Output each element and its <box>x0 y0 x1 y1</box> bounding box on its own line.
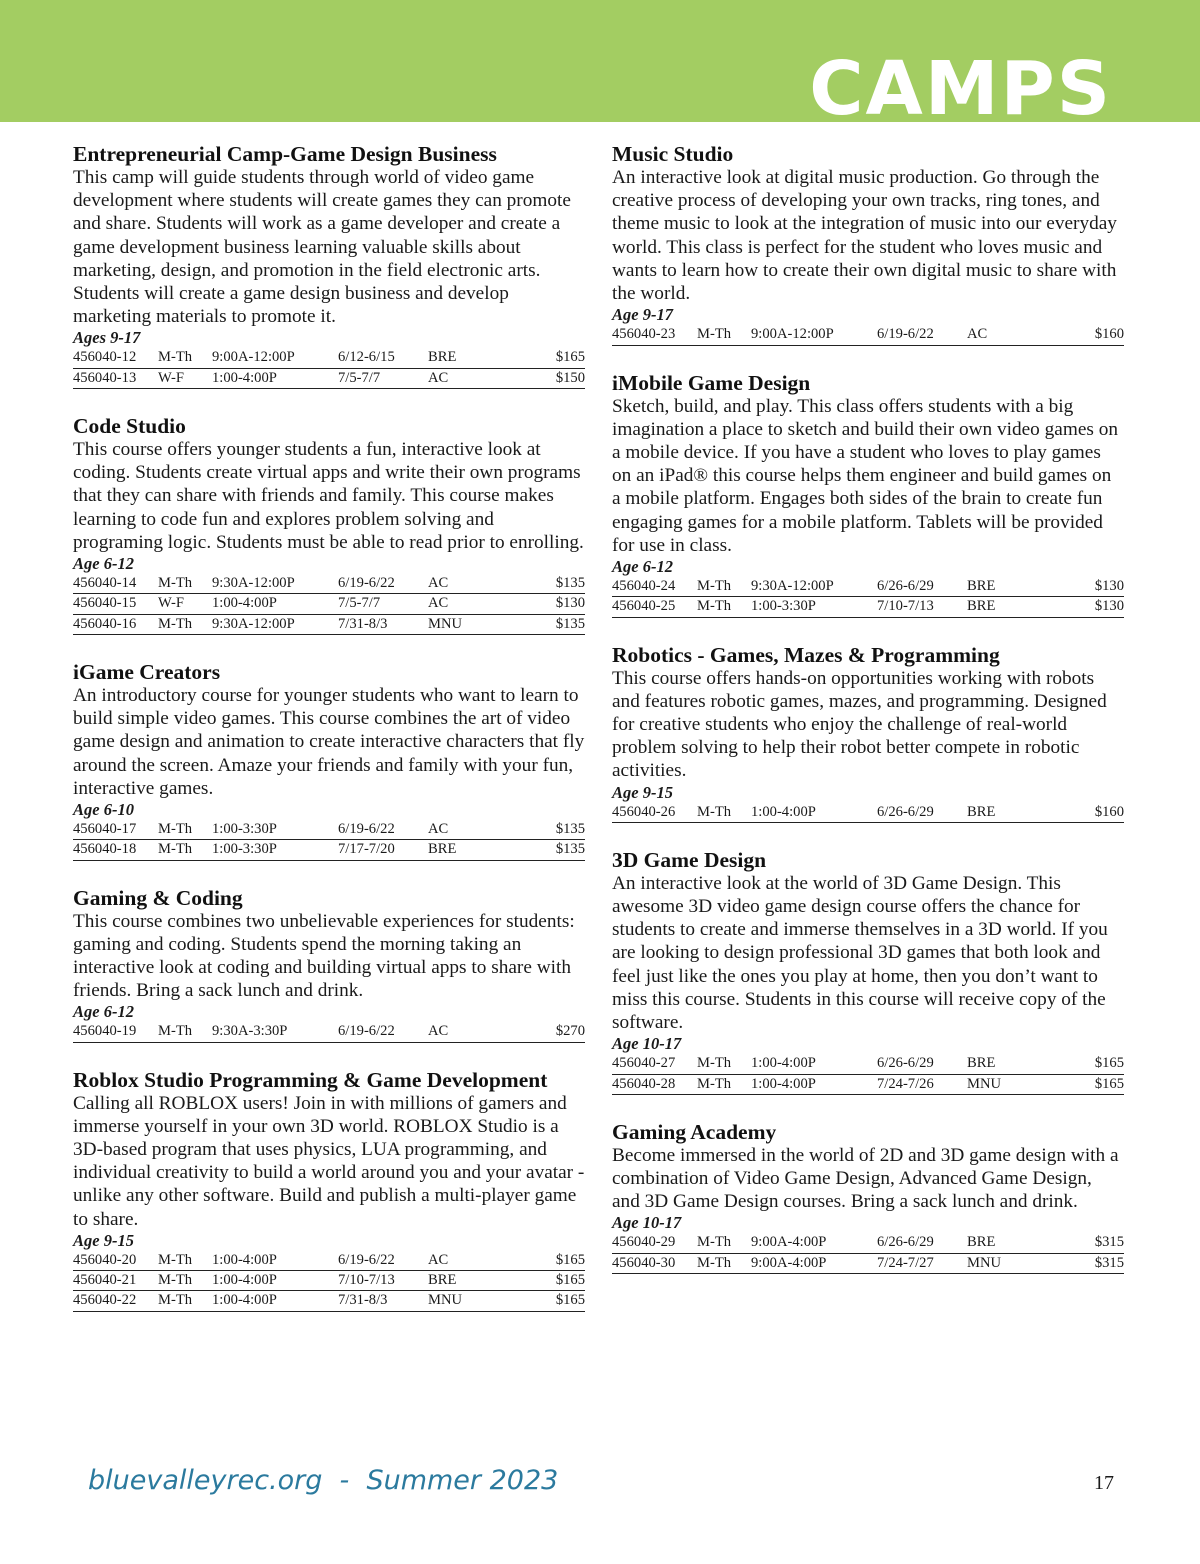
session-time: 1:00-4:00P <box>212 595 277 612</box>
session-price: $315 <box>1094 1254 1124 1271</box>
session-location: AC <box>428 1251 449 1268</box>
session-code: 456040-17 <box>73 820 137 837</box>
session-days: M-Th <box>158 1023 193 1040</box>
age-range: Age 9-15 <box>73 1230 134 1250</box>
course-block <box>612 848 1124 1095</box>
session-row <box>612 1075 1124 1095</box>
session-days: M-Th <box>158 615 193 632</box>
session-days: M-Th <box>697 598 732 615</box>
session-dates: 6/19-6/22 <box>338 1023 395 1040</box>
course-block <box>73 414 585 635</box>
session-days: M-Th <box>158 820 193 837</box>
session-time: 1:00-3:30P <box>212 820 277 837</box>
session-dates: 6/19-6/22 <box>877 326 934 343</box>
age-range: Age 6-12 <box>73 1002 134 1022</box>
course-block <box>612 643 1124 823</box>
session-code: 456040-12 <box>73 349 137 366</box>
session-row <box>612 1233 1124 1253</box>
session-price: $135 <box>555 841 585 858</box>
session-dates: 7/31-8/3 <box>338 1292 388 1309</box>
session-row <box>612 803 1124 823</box>
session-location: AC <box>428 820 449 837</box>
session-price: $130 <box>1094 598 1124 615</box>
session-location: BRE <box>428 841 457 858</box>
session-row <box>73 594 585 614</box>
right-column <box>612 142 1124 1299</box>
age-range: Age 9-17 <box>612 305 673 325</box>
session-code: 456040-21 <box>73 1272 137 1289</box>
session-time: 1:00-4:00P <box>751 1055 816 1072</box>
course-block <box>73 660 585 861</box>
session-time: 9:30A-12:00P <box>212 615 295 632</box>
session-code: 456040-19 <box>73 1023 137 1040</box>
course-description: An introductory course for younger students who want to learn to build simple video games. This course combines the art of video game design and animation to create interactive characters that fly around the screen. Amaze your friends and family with your fun, interactive games. <box>73 684 585 799</box>
session-location: AC <box>428 1023 449 1040</box>
session-price: $135 <box>555 820 585 837</box>
session-time: 1:00-3:30P <box>751 598 816 615</box>
session-price: $130 <box>1094 577 1124 594</box>
session-time: 1:00-4:00P <box>212 1251 277 1268</box>
session-dates: 7/5-7/7 <box>338 369 381 386</box>
session-location: BRE <box>967 598 996 615</box>
course-description: This course combines two unbelievable experiences for students: gaming and coding. Students spend the morning taking an interactive look at coding and building virtual apps to share with friends. Bring a sack lunch and drink. <box>73 910 575 1002</box>
session-location: BRE <box>967 1234 996 1251</box>
session-code: 456040-22 <box>73 1292 137 1309</box>
session-time: 1:00-4:00P <box>212 1272 277 1289</box>
session-time: 1:00-3:30P <box>212 841 277 858</box>
session-days: M-Th <box>158 1272 193 1289</box>
session-row <box>612 325 1124 345</box>
session-dates: 6/26-6/29 <box>877 1234 934 1251</box>
session-location: BRE <box>967 803 996 820</box>
session-code: 456040-30 <box>612 1254 676 1271</box>
session-location: AC <box>428 575 449 592</box>
session-row <box>73 1271 585 1291</box>
course-title: 3D Game Design <box>612 847 767 872</box>
session-days: M-Th <box>697 803 732 820</box>
session-price: $160 <box>1094 803 1124 820</box>
course-title: Code Studio <box>73 414 186 439</box>
session-price: $150 <box>555 369 585 386</box>
session-row <box>73 1291 585 1311</box>
course-description: This course offers younger students a fun, interactive look at coding. Students create virtual apps and write their own programs that they can share with friends and family. This course makes learning to code fun and explores problem solving and programing logic. Students must be able to read prior to enrolling. <box>73 439 584 553</box>
session-time: 9:30A-12:00P <box>751 577 834 594</box>
session-dates: 6/19-6/22 <box>338 1251 395 1268</box>
session-days: M-Th <box>697 326 732 343</box>
session-location: MNU <box>967 1075 1002 1092</box>
course-title: Gaming Academy <box>612 1119 777 1144</box>
session-dates: 6/12-6/15 <box>338 349 395 366</box>
course-title: iGame Creators <box>73 659 221 684</box>
session-row <box>73 820 585 840</box>
session-row <box>73 574 585 594</box>
session-code: 456040-20 <box>73 1251 137 1268</box>
session-row <box>612 1054 1124 1074</box>
session-code: 456040-29 <box>612 1234 676 1251</box>
course-title: Gaming & Coding <box>73 885 243 910</box>
session-code: 456040-14 <box>73 575 137 592</box>
session-row <box>612 577 1124 597</box>
age-range: Age 6-10 <box>73 799 134 819</box>
session-row <box>73 1022 585 1042</box>
header-banner <box>0 0 1200 132</box>
session-row <box>73 1251 585 1271</box>
session-row <box>73 369 585 389</box>
session-row <box>612 1254 1124 1274</box>
session-time: 9:30A-12:00P <box>212 575 295 592</box>
session-days: M-Th <box>158 841 193 858</box>
session-code: 456040-18 <box>73 841 137 858</box>
session-code: 456040-13 <box>73 369 137 386</box>
session-time: 9:00A-4:00P <box>751 1254 827 1271</box>
course-block <box>612 1120 1124 1274</box>
session-days: M-Th <box>158 349 193 366</box>
session-price: $315 <box>1094 1234 1124 1251</box>
course-description: Become immersed in the world of 2D and 3D game design with a combination of Video Game Design, Advanced Game Design, and 3D Game Design courses. Bring a sack lunch and drink. <box>612 1144 1119 1213</box>
course-block <box>73 886 585 1043</box>
course-title: iMobile Game Design <box>612 370 811 395</box>
session-location: AC <box>428 369 449 386</box>
session-price: $165 <box>1094 1075 1124 1092</box>
session-location: AC <box>428 595 449 612</box>
session-location: MNU <box>428 615 463 632</box>
course-description: Sketch, build, and play. This class offers students with a big imagination a place to sketch and build their own video games on a mobile device. If you have a student who loves to play games on an iPad® this course helps them engineer and build games on a mobile platform. Engages both sides of the brain to create fun engaging games for a mobile platform. Tablets will be provided for use in class. <box>612 395 1119 556</box>
session-dates: 7/10-7/13 <box>338 1272 395 1289</box>
age-range: Age 9-15 <box>612 782 673 802</box>
session-time: 9:30A-3:30P <box>212 1023 288 1040</box>
session-days: M-Th <box>158 575 193 592</box>
session-price: $165 <box>555 1292 585 1309</box>
session-dates: 7/5-7/7 <box>338 595 381 612</box>
session-time: 9:00A-4:00P <box>751 1234 827 1251</box>
session-days: M-Th <box>158 1292 193 1309</box>
session-dates: 6/26-6/29 <box>877 803 934 820</box>
session-code: 456040-28 <box>612 1075 676 1092</box>
age-range: Ages 9-17 <box>73 328 141 348</box>
session-code: 456040-26 <box>612 803 676 820</box>
session-location: BRE <box>428 349 457 366</box>
age-range: Age 6-12 <box>73 554 134 574</box>
course-description: Calling all ROBLOX users! Join in with millions of gamers and immerse yourself in your own 3D world. ROBLOX Studio is a 3D-based program that uses physics, LUA programming, and individual creativity to build a world around you and your avatar - unlike any other software. Build and publish a multi-player game to share. <box>73 1092 585 1230</box>
age-range: Age 10-17 <box>612 1213 682 1233</box>
session-days: W-F <box>158 369 184 386</box>
course-title: Entrepreneurial Camp-Game Design Business <box>73 142 497 166</box>
session-price: $135 <box>555 615 585 632</box>
session-price: $160 <box>1094 326 1124 343</box>
session-days: W-F <box>158 595 184 612</box>
course-title: Roblox Studio Programming & Game Development <box>73 1067 548 1092</box>
session-time: 1:00-4:00P <box>751 803 816 820</box>
session-days: M-Th <box>697 577 732 594</box>
session-price: $130 <box>555 595 585 612</box>
session-row <box>73 840 585 860</box>
session-code: 456040-24 <box>612 577 676 594</box>
course-block <box>73 142 585 389</box>
age-range: Age 10-17 <box>612 1034 682 1054</box>
age-range: Age 6-12 <box>612 556 673 576</box>
session-row <box>612 597 1124 617</box>
page-number: 17 <box>1094 1472 1114 1494</box>
session-dates: 7/24-7/26 <box>877 1075 934 1092</box>
course-description: An interactive look at digital music production. Go through the creative process of developing your own tracks, ring tones, and theme music to look at the integration of music into our everyday world. This class is perfect for the student who loves music and wants to learn how to create their own digital music to share with the world. <box>612 167 1117 305</box>
session-location: BRE <box>967 1055 996 1072</box>
session-location: MNU <box>428 1292 463 1309</box>
session-code: 456040-15 <box>73 595 137 612</box>
session-code: 456040-23 <box>612 326 676 343</box>
session-row <box>73 615 585 635</box>
session-days: M-Th <box>697 1234 732 1251</box>
session-code: 456040-25 <box>612 598 676 615</box>
course-block <box>612 371 1124 618</box>
session-code: 456040-16 <box>73 615 137 632</box>
section-title: CAMPS <box>809 46 1112 132</box>
course-title: Music Studio <box>612 142 734 166</box>
session-time: 1:00-4:00P <box>751 1075 816 1092</box>
course-description: An interactive look at the world of 3D Game Design. This awesome 3D video game design course offers the chance for students to create and immerse themselves in a 3D world. If you are looking to design professional 3D games that both look and feel just like the ones you play at home, then you don’t want to miss this course. Students in this course will receive copy of the software. <box>612 872 1108 1034</box>
session-time: 9:00A-12:00P <box>212 349 295 366</box>
session-row <box>73 348 585 368</box>
session-dates: 6/19-6/22 <box>338 820 395 837</box>
session-time: 1:00-4:00P <box>212 369 277 386</box>
footer-site[interactable]: bluevalleyrec.org - Summer 2023 <box>88 1465 559 1496</box>
session-price: $165 <box>555 1272 585 1289</box>
course-block <box>612 142 1124 346</box>
session-location: BRE <box>967 577 996 594</box>
session-price: $165 <box>555 349 585 366</box>
session-code: 456040-27 <box>612 1055 676 1072</box>
session-location: BRE <box>428 1272 457 1289</box>
session-location: MNU <box>967 1254 1002 1271</box>
course-block <box>73 1068 585 1312</box>
session-days: M-Th <box>697 1055 732 1072</box>
session-dates: 6/26-6/29 <box>877 577 934 594</box>
session-price: $165 <box>1094 1055 1124 1072</box>
session-dates: 7/10-7/13 <box>877 598 934 615</box>
left-column <box>73 142 585 1337</box>
session-days: M-Th <box>697 1254 732 1271</box>
session-dates: 6/26-6/29 <box>877 1055 934 1072</box>
session-price: $165 <box>555 1251 585 1268</box>
session-price: $270 <box>555 1023 585 1040</box>
session-days: M-Th <box>158 1251 193 1268</box>
session-dates: 7/17-7/20 <box>338 841 395 858</box>
session-dates: 6/19-6/22 <box>338 575 395 592</box>
session-location: AC <box>967 326 988 343</box>
course-title: Robotics - Games, Mazes & Programming <box>612 642 1000 667</box>
session-dates: 7/31-8/3 <box>338 615 388 632</box>
course-description: This camp will guide students through world of video game development where students will create games they can promote and share. Students will work as a game developer and create a game development business learning valuable skills about marketing, design, and promotion in the field electronic arts. Students will create a game design business and develop marketing materials to promote it. <box>73 167 571 328</box>
course-description: This course offers hands-on opportunities working with robots and features robotic games, mazes, and programming. Designed for creative students who enjoy the challenge of real-world problem solving to help their robot better compete in robotic activities. <box>612 667 1107 782</box>
session-days: M-Th <box>697 1075 732 1092</box>
session-dates: 7/24-7/27 <box>877 1254 934 1271</box>
session-time: 9:00A-12:00P <box>751 326 834 343</box>
session-time: 1:00-4:00P <box>212 1292 277 1309</box>
session-price: $135 <box>555 575 585 592</box>
